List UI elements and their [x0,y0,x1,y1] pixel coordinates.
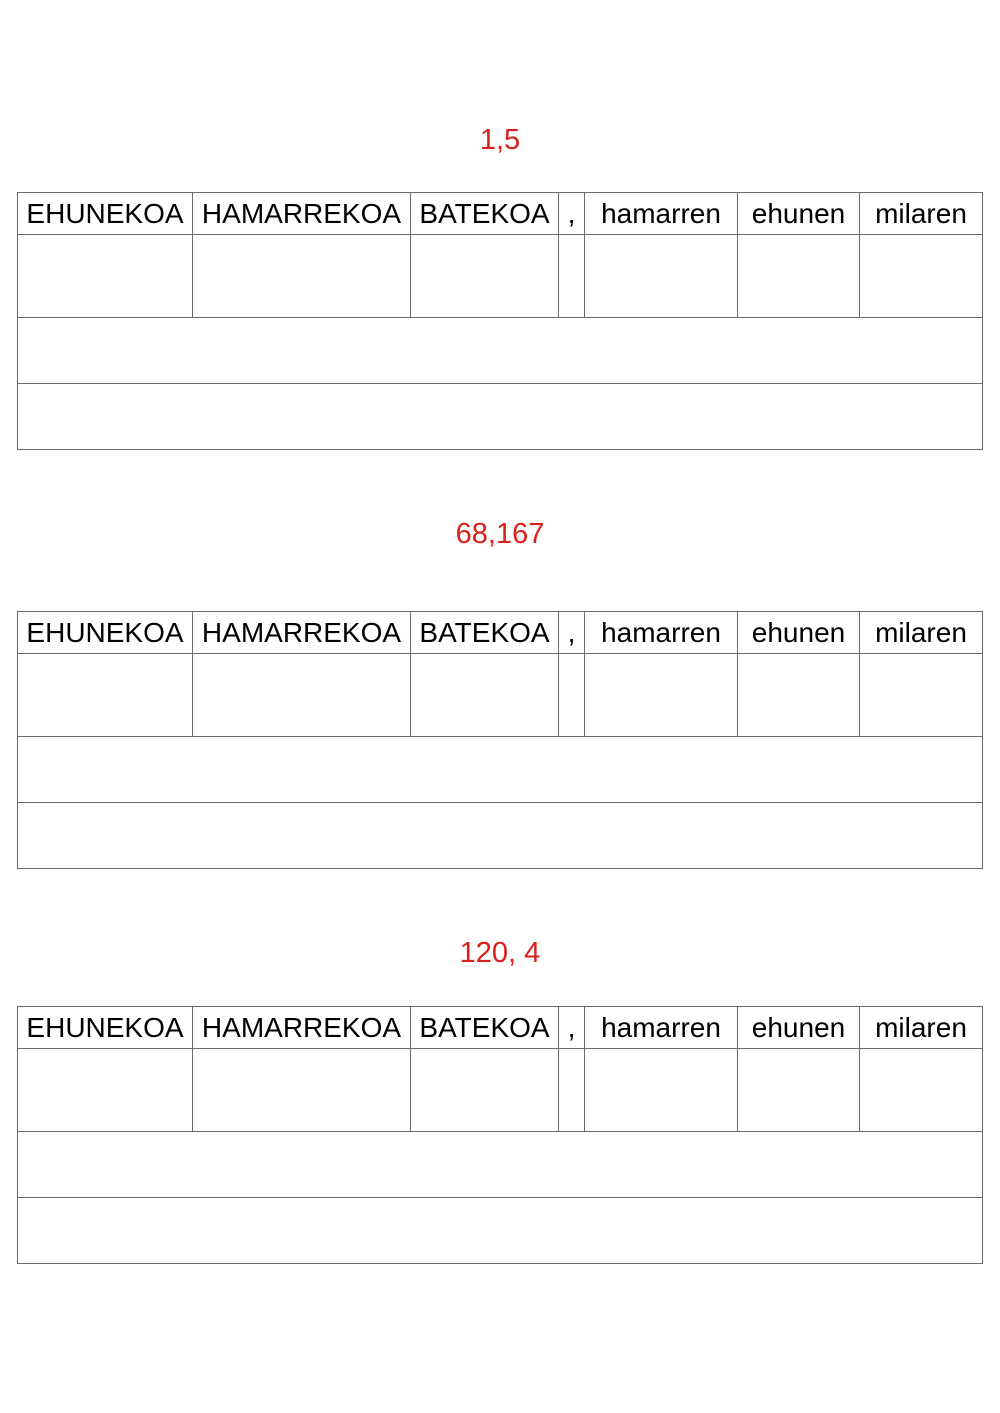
header-comma: , [559,612,585,654]
digit-row [18,235,983,318]
header-ehunekoa: EHUNEKOA [18,1007,193,1049]
header-batekoa: BATEKOA [411,612,559,654]
digit-cell-milaren[interactable] [860,235,983,318]
place-value-table-3 [17,1006,983,1264]
header-milaren: milaren [860,1007,983,1049]
digit-row [18,1049,983,1132]
header-milaren: milaren [860,612,983,654]
answer-cell[interactable] [18,803,983,869]
header-row [18,193,983,235]
header-batekoa: BATEKOA [411,193,559,235]
exercise-1-number: 1,5 [479,124,521,156]
header-hamarrekoa: HAMARREKOA [193,612,411,654]
header-milaren: milaren [860,193,983,235]
answer-row-1 [18,737,983,803]
digit-cell-comma[interactable] [559,235,585,318]
place-value-table-2 [17,611,983,869]
digit-cell-comma[interactable] [559,654,585,737]
digit-cell-batekoa[interactable] [411,654,559,737]
digit-cell-comma[interactable] [559,1049,585,1132]
header-batekoa: BATEKOA [411,1007,559,1049]
digit-cell-ehunekoa[interactable] [18,654,193,737]
header-ehunen: ehunen [738,1007,860,1049]
exercise-2-number: 68,167 [455,518,545,550]
header-hamarrekoa: HAMARREKOA [193,1007,411,1049]
place-value-table-1 [17,192,983,450]
header-comma: , [559,193,585,235]
header-ehunekoa: EHUNEKOA [18,612,193,654]
digit-cell-hamarren[interactable] [585,235,738,318]
answer-cell[interactable] [18,1198,983,1264]
digit-cell-ehunekoa[interactable] [18,1049,193,1132]
answer-row-1 [18,318,983,384]
answer-row-1 [18,1132,983,1198]
header-row [18,612,983,654]
answer-row-2 [18,384,983,450]
digit-cell-hamarrekoa[interactable] [193,654,411,737]
header-hamarren: hamarren [585,193,738,235]
header-ehunekoa: EHUNEKOA [18,193,193,235]
header-hamarrekoa: HAMARREKOA [193,193,411,235]
digit-cell-batekoa[interactable] [411,235,559,318]
answer-row-2 [18,1198,983,1264]
answer-cell[interactable] [18,737,983,803]
answer-cell[interactable] [18,1132,983,1198]
digit-cell-ehunen[interactable] [738,654,860,737]
answer-cell[interactable] [18,318,983,384]
digit-row [18,654,983,737]
digit-cell-hamarren[interactable] [585,654,738,737]
exercise-3-number: 120, 4 [459,937,541,969]
digit-cell-hamarren[interactable] [585,1049,738,1132]
answer-row-2 [18,803,983,869]
digit-cell-batekoa[interactable] [411,1049,559,1132]
header-row [18,1007,983,1049]
header-hamarren: hamarren [585,612,738,654]
answer-cell[interactable] [18,384,983,450]
header-ehunen: ehunen [738,612,860,654]
digit-cell-ehunekoa[interactable] [18,235,193,318]
digit-cell-milaren[interactable] [860,654,983,737]
header-hamarren: hamarren [585,1007,738,1049]
digit-cell-hamarrekoa[interactable] [193,1049,411,1132]
header-ehunen: ehunen [738,193,860,235]
digit-cell-milaren[interactable] [860,1049,983,1132]
digit-cell-ehunen[interactable] [738,1049,860,1132]
digit-cell-hamarrekoa[interactable] [193,235,411,318]
digit-cell-ehunen[interactable] [738,235,860,318]
header-comma: , [559,1007,585,1049]
